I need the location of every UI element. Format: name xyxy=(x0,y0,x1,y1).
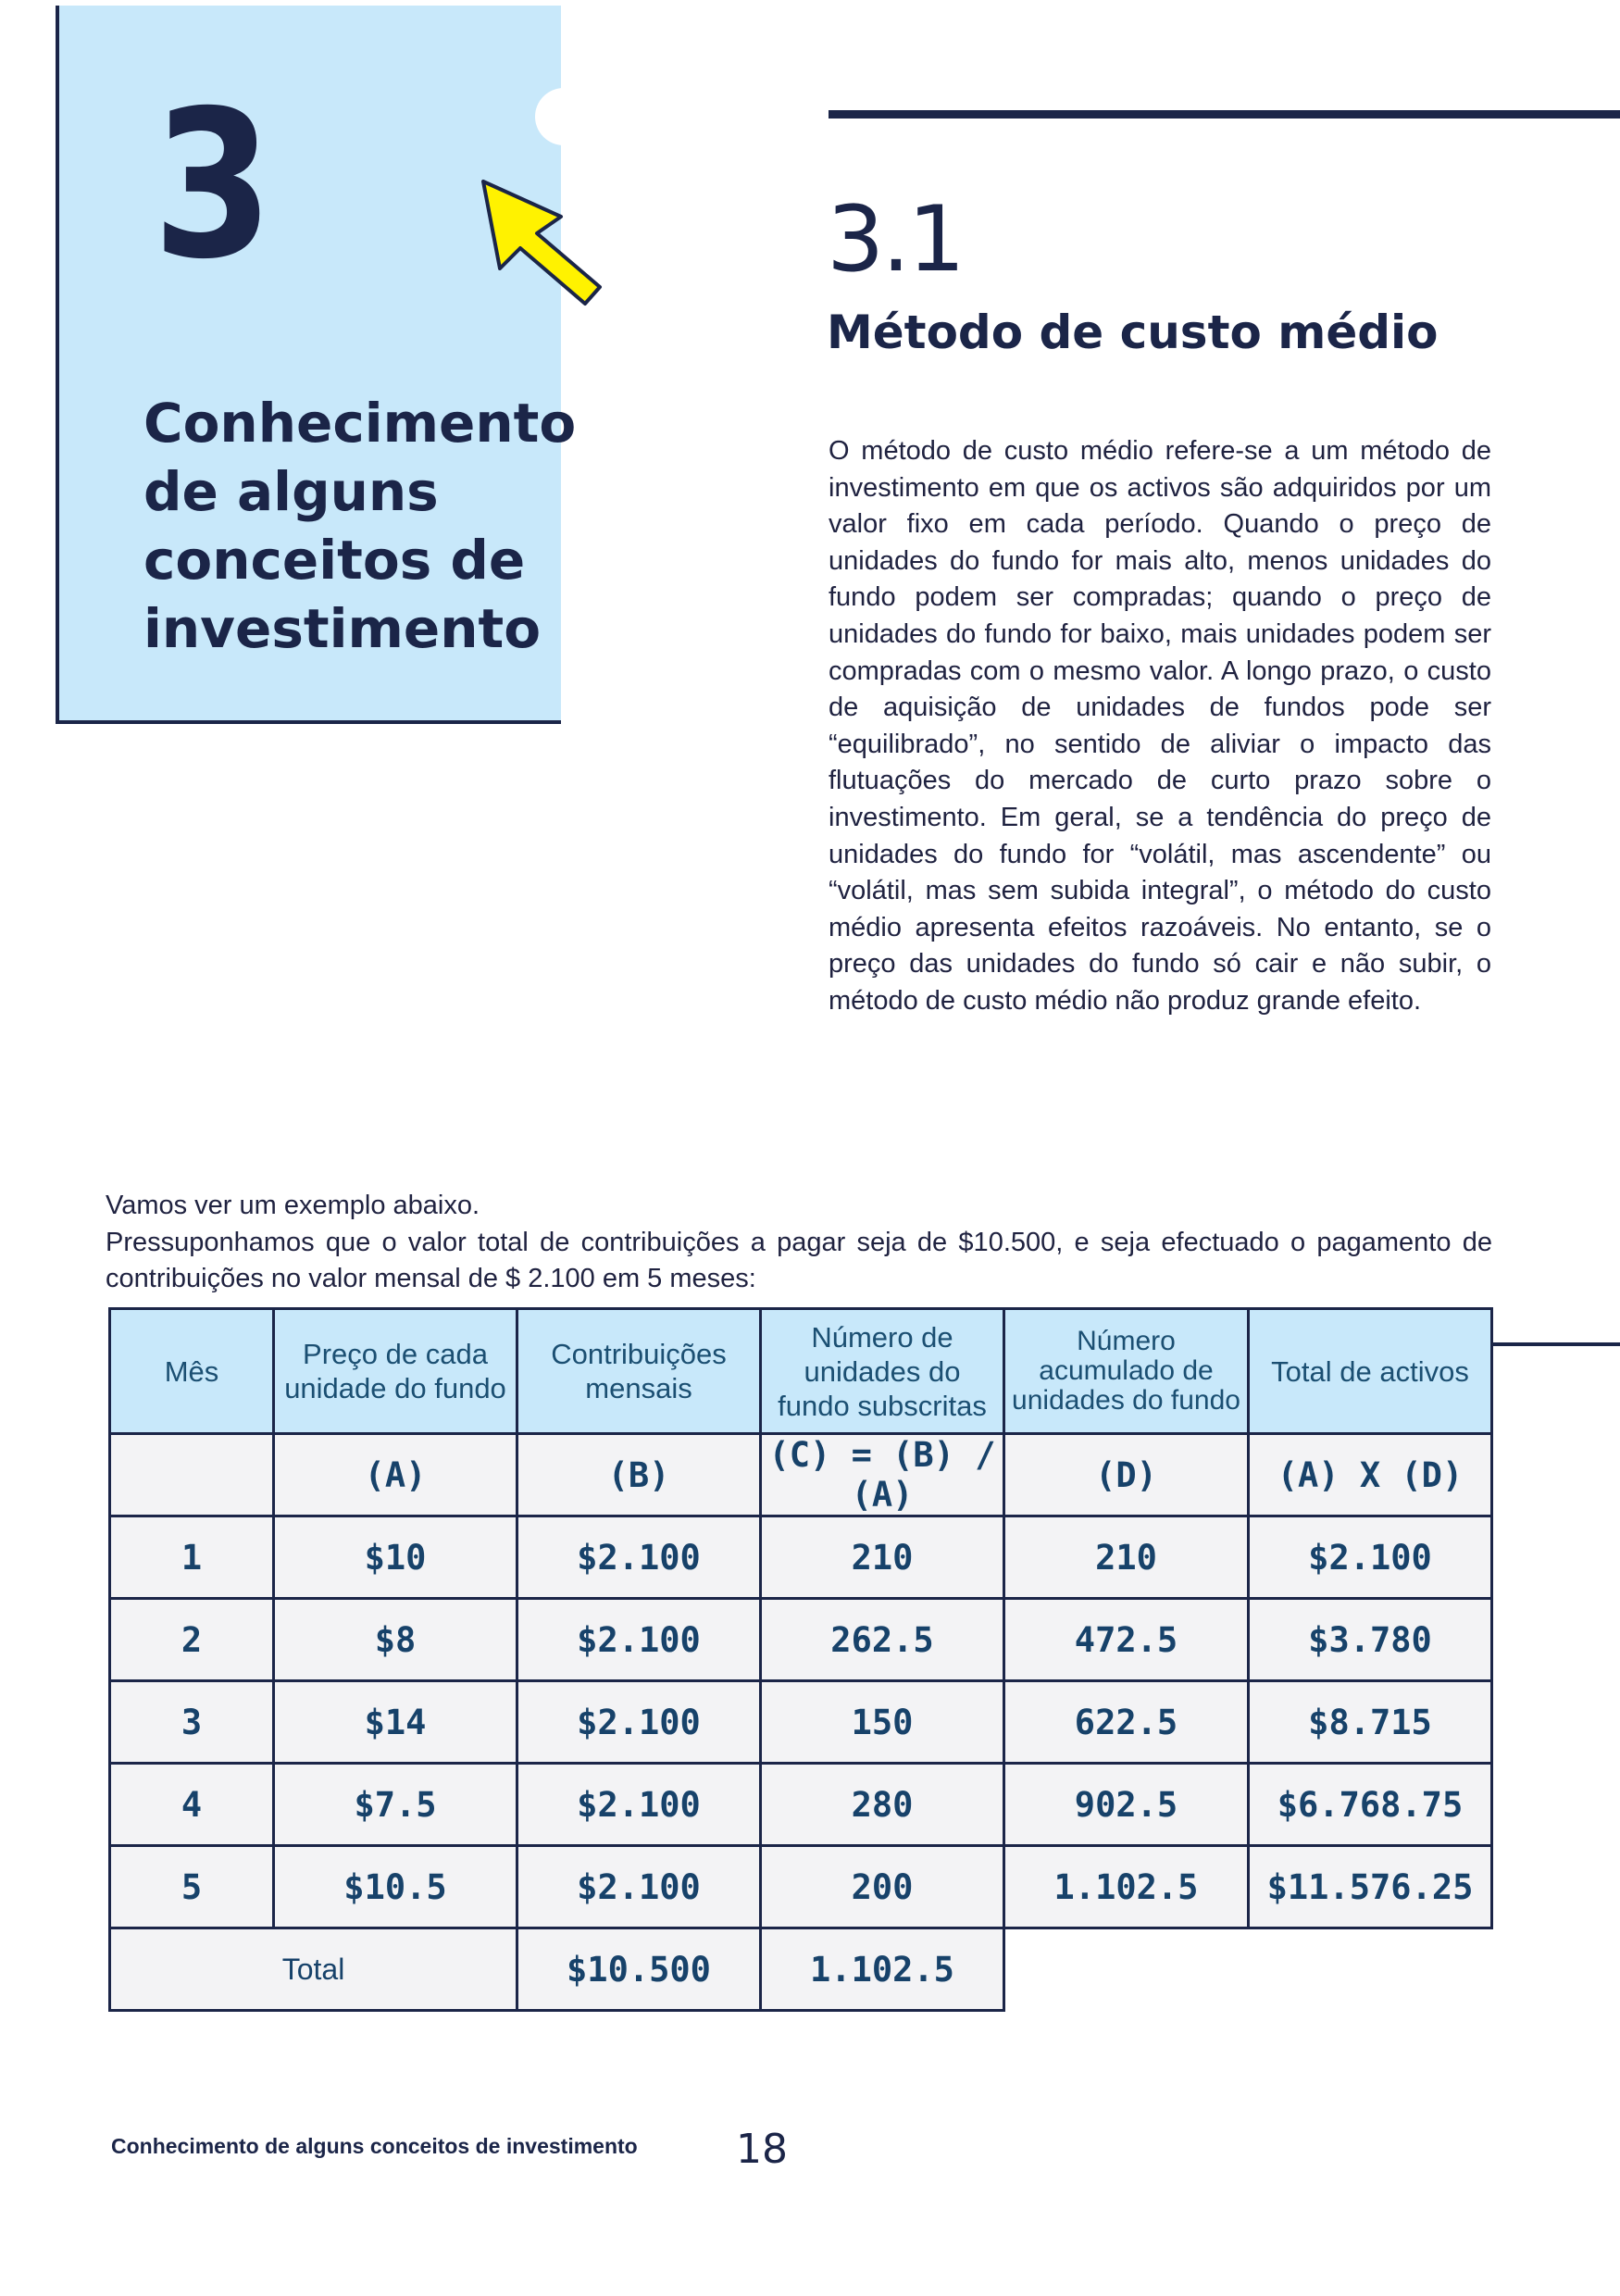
banner-notch xyxy=(535,88,592,145)
table-cell: 210 xyxy=(761,1516,1004,1599)
header-cell: Preço de cada unidade do fundo xyxy=(274,1309,517,1434)
table-row xyxy=(110,1681,1492,1764)
table-cell: $10.5 xyxy=(274,1846,517,1928)
section-number: 3.1 xyxy=(827,187,963,293)
table-cell: 472.5 xyxy=(1004,1599,1249,1681)
table-cell: 150 xyxy=(761,1681,1004,1764)
table-cell: $7.5 xyxy=(274,1764,517,1846)
table-total-row xyxy=(110,1928,1492,2011)
table-cell: 262.5 xyxy=(761,1599,1004,1681)
table-formula-row xyxy=(110,1434,1492,1516)
table-header-row xyxy=(110,1309,1492,1434)
table-cell: $6.768.75 xyxy=(1249,1764,1492,1846)
arrow-cursor-icon xyxy=(472,176,611,315)
table-cell: $10 xyxy=(274,1516,517,1599)
table-cell: $2.100 xyxy=(517,1516,761,1599)
table-cell: 1.102.5 xyxy=(1004,1846,1249,1928)
header-cell: Número de unidades do fundo subscritas xyxy=(761,1309,1004,1434)
table-cell: $2.100 xyxy=(517,1681,761,1764)
chapter-title: Conhecimento de alguns conceitos de investimento xyxy=(143,392,577,660)
section-body: O método de custo médio refere-se a um método de investimento em que os activos são adquiridos por um valor fixo em cada período. Quando o preço de unidades do fundo for mais alto, menos unidades do fundo podem ser compradas; quando o preço de unidades do fundo for baixo, mais unidades podem ser compradas com o mesmo valor. A longo prazo, o custo de aquisição de unidades de fundos pode ser “equilibrado”, no sentido de aliviar o impacto das flutuações do mercado de curto prazo sobre o investimento. Em geral, se a tendência do preço de unidades do fundo for “volátil, mas ascendente” ou “volátil, mas sem subida integral”, o método do custo médio apresenta efeitos razoáveis. No entanto, se o preço das unidades do fundo só cair e não subir, o método de custo médio não produz grande efeito. xyxy=(829,436,1491,1016)
formula-cell: (C) = (B) / (A) xyxy=(761,1434,1004,1516)
table-row xyxy=(110,1599,1492,1681)
table-cell: 622.5 xyxy=(1004,1681,1249,1764)
example-intro xyxy=(106,1188,1492,1298)
table-row xyxy=(110,1516,1492,1599)
table-cell: $2.100 xyxy=(1249,1516,1492,1599)
header-cell: Total de activos xyxy=(1249,1309,1492,1434)
header-cell: Contribuições mensais xyxy=(517,1309,761,1434)
table-cell: $14 xyxy=(274,1681,517,1764)
header-cell: Mês xyxy=(110,1309,274,1434)
empty-cell xyxy=(1004,1928,1492,2011)
table-cell: $11.576.25 xyxy=(1249,1846,1492,1928)
investment-table xyxy=(108,1307,1493,2012)
table-cell: 2 xyxy=(110,1599,274,1681)
chapter-number: 3 xyxy=(153,67,274,304)
table-cell: $2.100 xyxy=(517,1599,761,1681)
formula-cell: (A) X (D) xyxy=(1249,1434,1492,1516)
intro-line-2: Pressuponhamos que o valor total de contribuições a pagar seja de $10.500, e seja efectuado o pagamento de contribuições no valor mensal de $ 2.100 em 5 meses: xyxy=(106,1227,1492,1293)
total-contributions: $10.500 xyxy=(517,1928,761,2011)
table-cell: 210 xyxy=(1004,1516,1249,1599)
section-title: Método de custo médio xyxy=(827,306,1439,359)
table-cell: 5 xyxy=(110,1846,274,1928)
table-cell: $2.100 xyxy=(517,1764,761,1846)
page-number: 18 xyxy=(736,2126,788,2173)
table-row xyxy=(110,1846,1492,1928)
table-cell: 3 xyxy=(110,1681,274,1764)
formula-cell: (A) xyxy=(274,1434,517,1516)
table-cell: $2.100 xyxy=(517,1846,761,1928)
table-cell: 280 xyxy=(761,1764,1004,1846)
header-cell: Número acumulado de unidades do fundo xyxy=(1004,1309,1249,1434)
table-cell: 200 xyxy=(761,1846,1004,1928)
table-cell: $3.780 xyxy=(1249,1599,1492,1681)
header-rule xyxy=(829,110,1620,119)
formula-cell: (B) xyxy=(517,1434,761,1516)
total-units: 1.102.5 xyxy=(761,1928,1004,2011)
footer-chapter-title: Conhecimento de alguns conceitos de investimento xyxy=(111,2134,638,2158)
table-cell: 1 xyxy=(110,1516,274,1599)
intro-line-1: Vamos ver um exemplo abaixo. xyxy=(106,1191,480,1220)
table-cell: $8 xyxy=(274,1599,517,1681)
table-cell: $8.715 xyxy=(1249,1681,1492,1764)
formula-cell: (D) xyxy=(1004,1434,1249,1516)
formula-cell xyxy=(110,1434,274,1516)
table-row xyxy=(110,1764,1492,1846)
table-cell: 4 xyxy=(110,1764,274,1846)
table-cell: 902.5 xyxy=(1004,1764,1249,1846)
total-label: Total xyxy=(110,1928,517,2011)
table-side-rule xyxy=(1492,1342,1620,1346)
